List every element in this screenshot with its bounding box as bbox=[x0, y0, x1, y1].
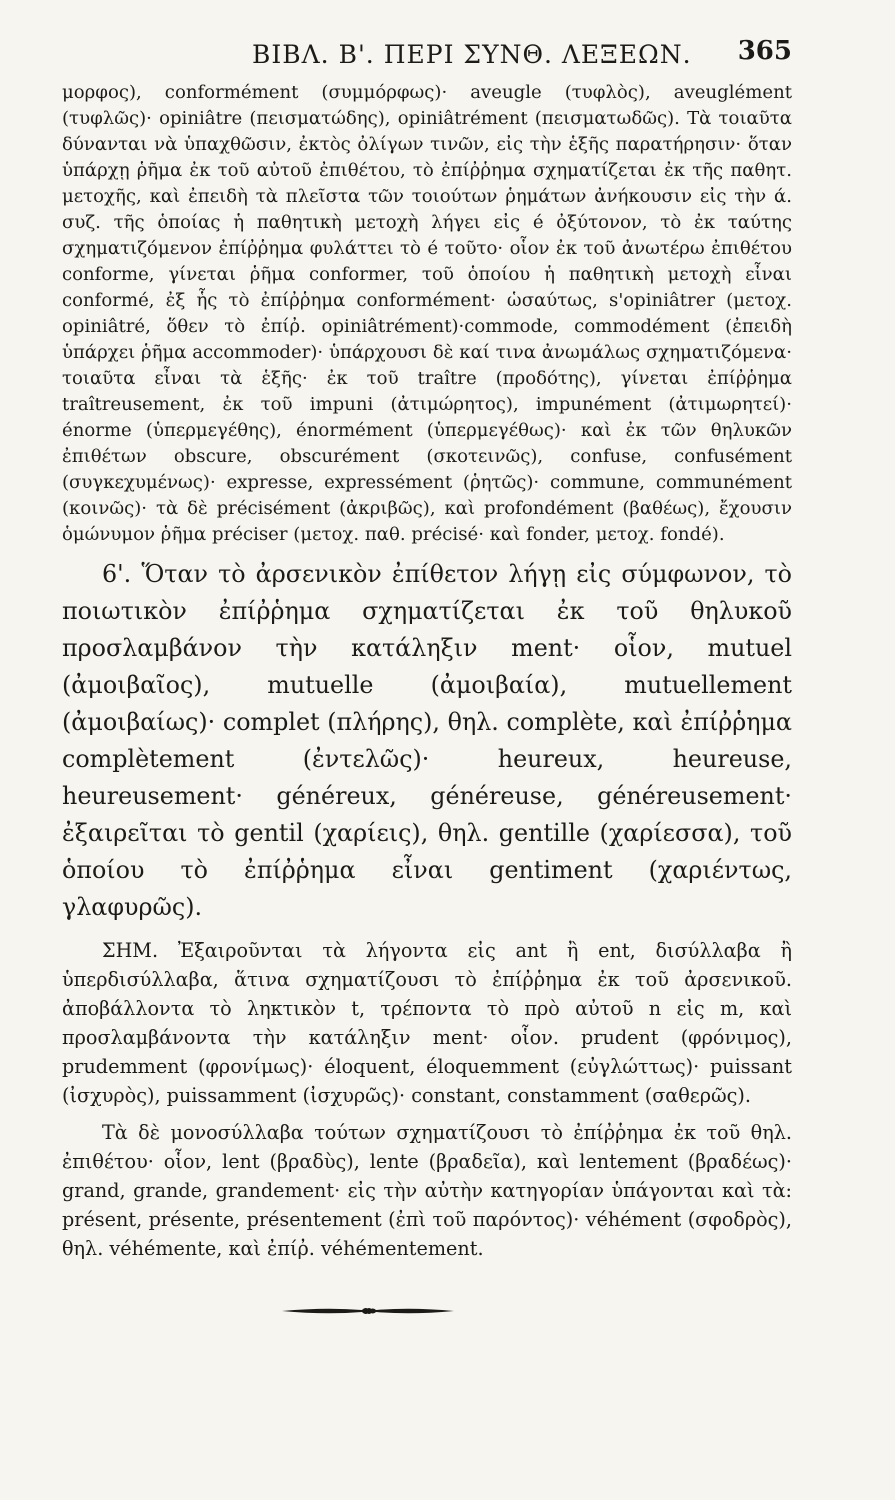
running-head: ΒΙΒΛ. Β'. ΠΕΡΙ ΣΥΝΘ. ΛΕΞΕΩΝ. bbox=[252, 40, 692, 69]
page-header bbox=[62, 28, 792, 80]
body-text bbox=[62, 80, 792, 1263]
page-number: 365 bbox=[737, 36, 792, 66]
paragraph-rule-6: 6'. Ὅταν τὸ ἀρσενικὸν ἐπίθετον λήγῃ εἰς σύμφωνον, τὸ ποιωτικὸν ἐπίῤῥημα σχηματίζεται ἐκ τοῦ θηλυκοῦ προσλαμβάνον τὴν κατάληξιν ment· οἷον, mutuel (ἀμοιβαῖος), mutuelle (ἀμοιβαία), mutuellement (ἀμοιβαίως)· complet (πλήρης), θηλ. complète, καὶ ἐπίῤῥημα complètement (ἐντελῶς)· heureux, heureuse, heureusement· généreux, généreuse, généreusement· ἐξαιρεῖται τὸ gentil (χαρίεις), θηλ. gentille (χαρίεσσα), τοῦ ὁποίου τὸ ἐπίῤῥημα εἶναι gentiment (χαριέντως, γλαφυρῶς). bbox=[62, 560, 792, 921]
paragraph-note-exceptions: ΣΗΜ. Ἐξαιροῦνται τὰ λήγοντα εἰς ant ἢ ent, δισύλλαβα ἢ ὑπερδισύλλαβα, ἅτινα σχηματίζουσι τὸ ἐπίῤῥημα ἐκ τοῦ ἀρσενικοῦ. ἀποβάλλοντα τὸ ληκτικὸν t, τρέποντα τὸ πρὸ αὐτοῦ n εἰς m, καὶ προσλαμβάνοντα τὴν κατάληξιν ment· οἷον. prudent (φρόνιμος), prudemment (φρονίμως)· éloquent, éloquemment (εὐγλώττως)· puissant (ἰσχυρὸς), puissamment (ἰσχυρῶς)· constant, constamment (σαθερῶς). bbox=[62, 939, 792, 1107]
paragraph-monosyllables: Τὰ δὲ μονοσύλλαβα τούτων σχηματίζουσι τὸ ἐπίῤῥημα ἐκ τοῦ θηλ. ἐπιθέτου· οἷον, lent (βραδὺς), lente (βραδεῖα), καὶ lentement (βραδέως)· grand, grande, grandement· εἰς τὴν αὐτὴν κατηγορίαν ὑπάγονται καὶ τὰ: présent, présente, présentement (ἐπὶ τοῦ παρόντος)· véhément (σφοδρὸς), θηλ. véhémente, καὶ ἐπίῤ. véhémentement. bbox=[62, 1121, 792, 1260]
ornamental-divider bbox=[280, 1300, 456, 1322]
paragraph-formation-rules: μορφος), conformément (συμμόρφως)· aveugle (τυφλὸς), aveuglément (τυφλῶς)· opiniâtre (πεισματώδης), opiniâtrément (πεισματωδῶς). Τὰ τοιαῦτα δύνανται νὰ ὑπαχθῶσιν, ἐκτὸς ὀλίγων τινῶν, εἰς τὴν ἑξῆς παρατήρησιν· ὅταν ὑπάρχῃ ῥῆμα ἐκ τοῦ αὐτοῦ ἐπιθέτου, τὸ ἐπίῤῥημα σχηματίζεται ἐκ τῆς παθητ. μετοχῆς, καὶ ἐπειδὴ τὰ πλεῖστα τῶν τοιούτων ῥημάτων ἀνήκουσιν εἰς τὴν ά. συζ. τῆς ὁποίας ἡ παθητικὴ μετοχὴ λήγει εἰς é ὀξύτονον, τὸ ἐκ ταύτης σχηματιζόμενον ἐπίῤῥημα φυλάττει τὸ é τοῦτο· οἷον ἐκ τοῦ ἀνωτέρω ἐπιθέτου conforme, γίνεται ῥῆμα conformer, τοῦ ὁποίου ἡ παθητικὴ μετοχὴ εἶναι conformé, ἐξ ἧς τὸ ἐπίῤῥημα conformément· ὡσαύτως, s'opiniâtrer (μετοχ. opiniâtré, ὅθεν τὸ ἐπίῤ. opiniâtrément)·commode, commodément (ἐπειδὴ ὑπάρχει ῥῆμα accommoder)· ὑπάρχουσι δὲ καί τινα ἀνωμάλως σχηματιζόμενα· τοιαῦτα εἶναι τὰ ἑξῆς· ἐκ τοῦ traître (προδότης), γίνεται ἐπίῤῥημα traîtreusement, ἐκ τοῦ impuni (ἀτιμώρητος), impunément (ἀτιμωρητεί)· énorme (ὑπερμεγέθης), énormément (ὑπερμεγέθως)· καὶ ἐκ τῶν θηλυκῶν ἐπιθέτων obscure, obscurément (σκοτεινῶς), confuse, confusément (συγκεχυμένως)· expresse, expressément (ῥητῶς)· commune, communément (κοινῶς)· τὰ δὲ précisément (ἀκριβῶς), καὶ profondément (βαθέως), ἔχουσιν ὁμώνυμον ῥῆμα préciser (μετοχ. παθ. précisé· καὶ fonder, μετοχ. fondé). bbox=[62, 82, 792, 545]
book-page bbox=[62, 28, 792, 1263]
